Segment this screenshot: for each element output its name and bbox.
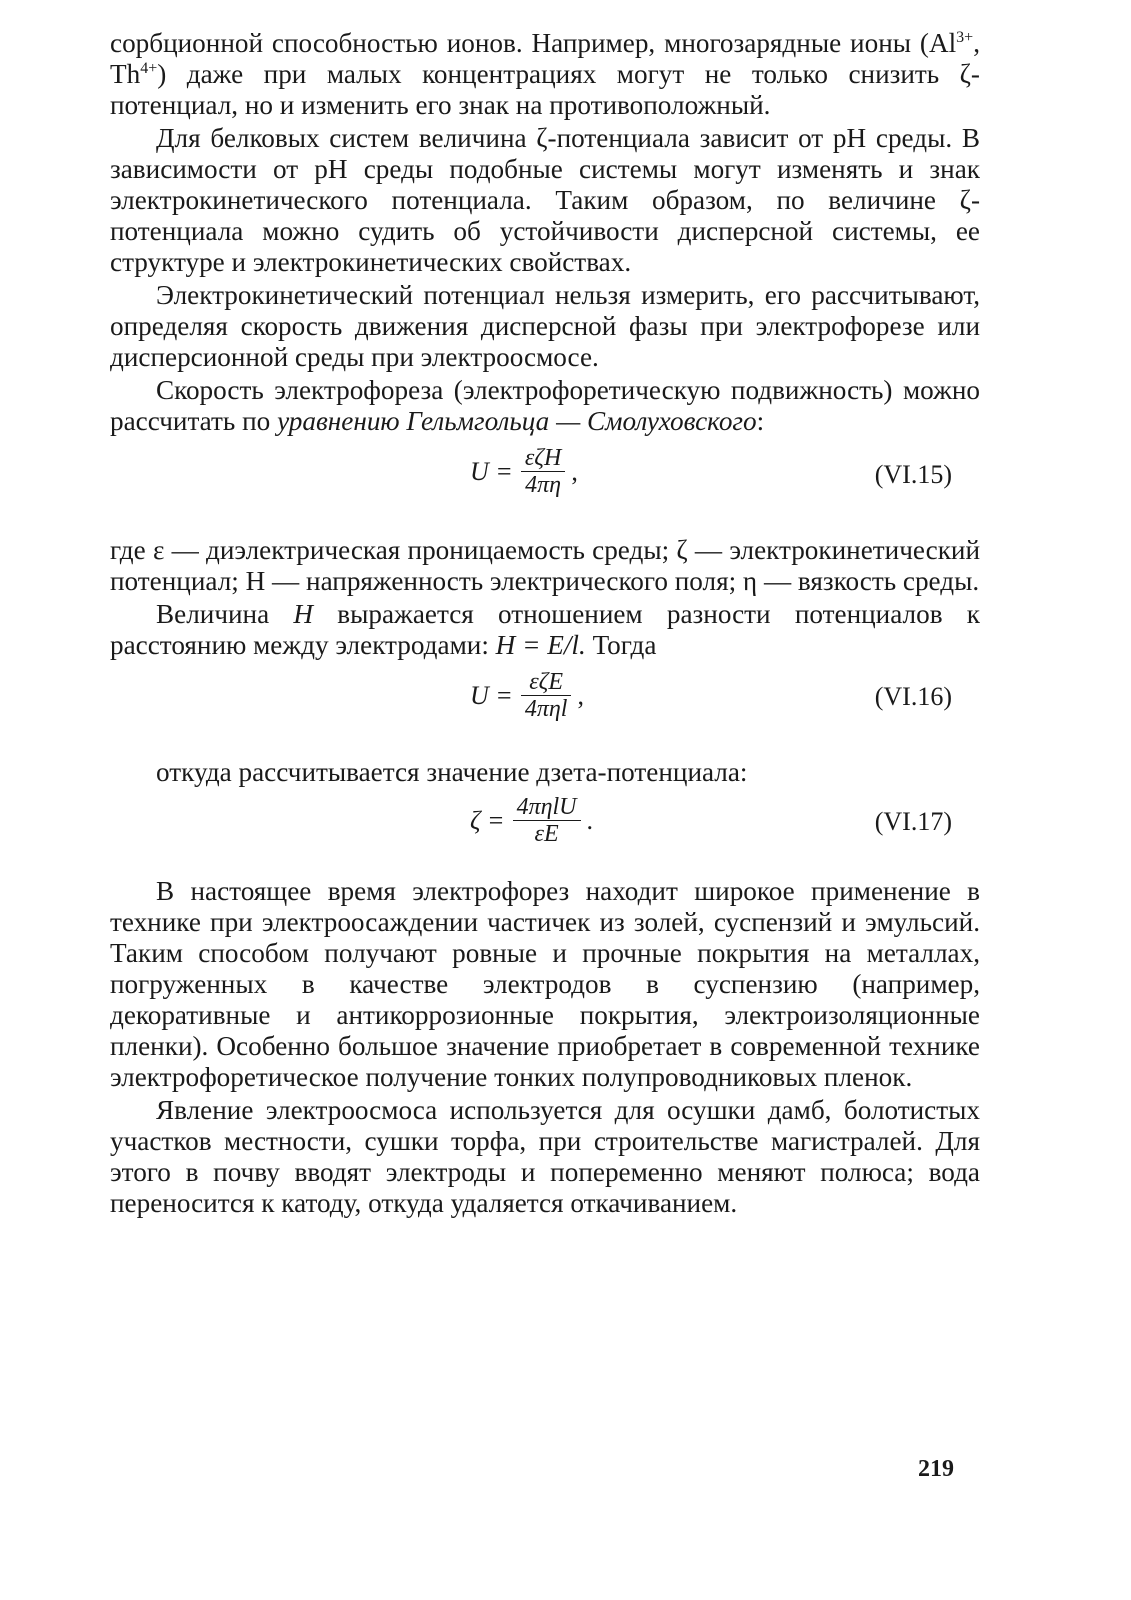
text: Скорость электрофореза (электрофоретическую подвижность) можно рассчитать по (110, 375, 980, 436)
fraction (513, 794, 581, 847)
formula-vi-16 (110, 663, 980, 751)
numerator: εζH (524, 445, 562, 471)
formula-lhs: U = (470, 681, 513, 710)
paragraph-8: В настоящее время электрофорез находит широкое применение в технике при электроосаждении частичек из золей, суспензий и эмульсий. Таким способом получают ровные и прочные покрытия на металлах, погруженных в качестве электродов в суспензию (например, декоративные и антикоррозионные покрытия, электроизоляционные пленки). Особенно большое значение приобретает в современной технике электрофоретическое получение тонких полупроводниковых пленок. (110, 876, 980, 1092)
denominator: 4πη (525, 472, 562, 498)
italic-term: уравнению Гельмгольца — Смолуховского (277, 406, 757, 436)
formula-expression (470, 794, 593, 847)
formula-lhs: U = (470, 457, 513, 486)
equation-number: (VI.16) (874, 682, 952, 711)
text: : (756, 406, 765, 436)
formula-expression (470, 445, 578, 498)
page-body (110, 28, 980, 1221)
formula-vi-15 (110, 439, 980, 529)
superscript: 3+ (956, 28, 974, 46)
punctuation: . (586, 806, 594, 835)
formula-expression (470, 669, 584, 722)
text: , Th (110, 28, 980, 89)
numerator: εζE (529, 669, 564, 695)
paragraph-6 (110, 599, 980, 661)
punctuation: , (577, 681, 584, 710)
denominator: εE (534, 821, 559, 847)
fraction (521, 445, 566, 498)
inline-formula: Н = E/l. (495, 630, 586, 660)
text: выражается отношением разности потенциалов к расстоянию между электродами: (110, 599, 980, 660)
paragraph-7: откуда рассчитывается значение дзета-потенциала: (156, 757, 748, 787)
fraction (521, 669, 572, 722)
text: Величина (156, 599, 294, 629)
paragraph-9: Явление электроосмоса используется для осушки дамб, болотистых участков местности, сушки торфа, при строительстве магистралей. Для этого в почву вводят электроды и попеременно меняют полюса; вода переносится к катоду, откуда удаляется откачиванием. (110, 1095, 980, 1218)
superscript: 4+ (140, 59, 158, 77)
paragraph-3: Электрокинетический потенциал нельзя измерить, его рассчитывают, определяя скорость движения дисперсной фазы при электрофорезе или дисперсионной среды при электроосмосе. (110, 280, 980, 372)
italic-symbol: Н (293, 599, 314, 629)
formula-vi-17 (110, 790, 980, 870)
equation-number: (VI.15) (874, 460, 952, 489)
page-number: 219 (918, 1456, 954, 1482)
paragraph-4 (110, 375, 980, 437)
paragraph-2: Для белковых систем величина ζ-потенциала зависит от рН среды. В зависимости от рН среды подобные системы могут изменять и знак электрокинетического потенциала. Таким образом, по величине ζ-потенциала можно судить об устойчивости дисперсной системы, ее структуре и электрокинетических свойствах. (110, 123, 980, 277)
text: сорбционной способностью ионов. Например, многозарядные ионы (Al (110, 28, 957, 58)
denominator: 4πηl (524, 696, 568, 722)
formula-lhs: ζ = (470, 806, 505, 835)
equation-number: (VI.17) (874, 807, 952, 836)
text: ) даже при малых концентрациях могут не только снизить ζ-потенциал, но и изменить его знак на противоположный. (110, 59, 980, 120)
paragraph-1 (110, 28, 980, 121)
numerator: 4πηlU (516, 794, 577, 820)
text: Тогда (585, 630, 657, 660)
paragraph-5: где ε — диэлектрическая проницаемость среды; ζ — электрокинетический потенциал; Н — напряженность электрического поля; η — вязкость среды. (110, 535, 980, 596)
punctuation: , (571, 457, 578, 486)
